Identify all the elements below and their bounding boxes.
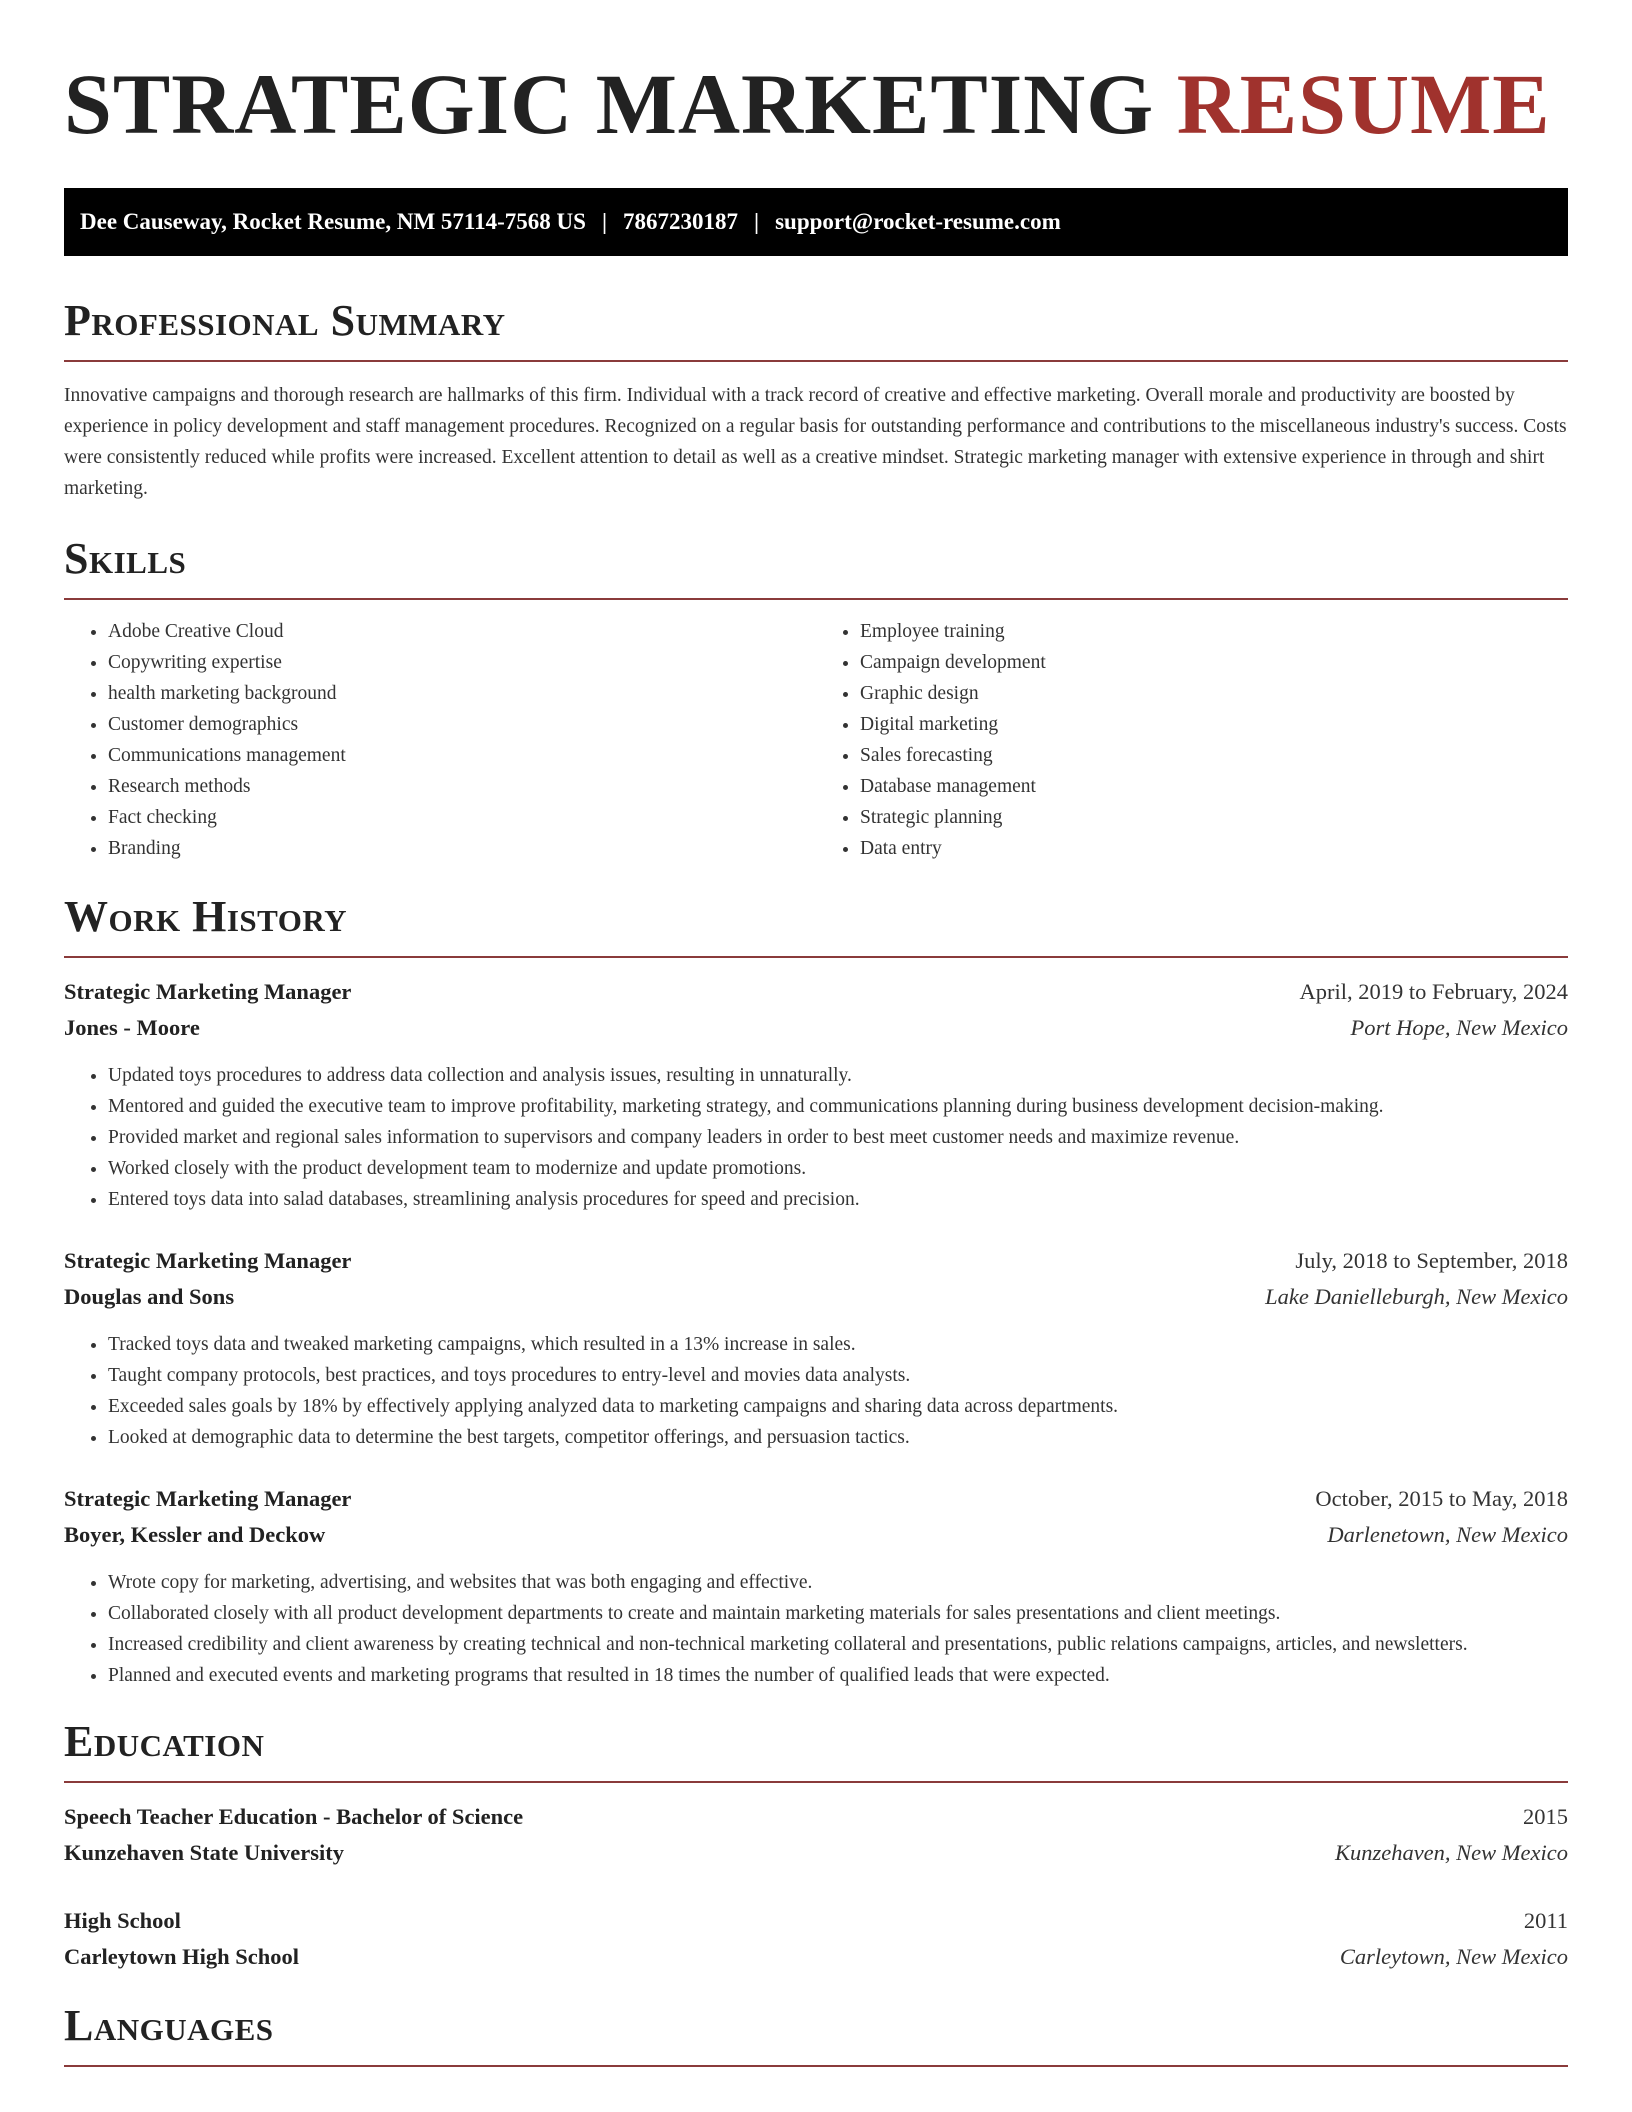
skill-item: • Fact checking <box>108 802 816 833</box>
education-school: Carleytown High School <box>64 1944 300 1969</box>
contact-separator: | <box>754 209 760 234</box>
job-bullets <box>64 1567 1568 1691</box>
section-divider <box>64 598 1568 600</box>
job-bullet: • Planned and executed events and marketing programs that resulted in 18 times the number of qualified leads that were expected. <box>108 1660 1568 1691</box>
skill-item: • Branding <box>108 833 816 864</box>
job-bullet: • Worked closely with the product development team to modernize and update promotions. <box>108 1153 1568 1184</box>
skill-item: • Adobe Creative Cloud <box>108 616 816 647</box>
job-bullet: • Tracked toys data and tweaked marketing campaigns, which resulted in a 13% increase in sales. <box>108 1329 1568 1360</box>
languages-section <box>64 2001 1568 2067</box>
job-location: Darlenetown, New Mexico <box>1327 1522 1568 1547</box>
job-entry <box>64 1243 1568 1453</box>
contact-bar <box>64 188 1568 256</box>
education-section <box>64 1717 1568 1975</box>
education-degree: High School <box>64 1908 181 1933</box>
job-bullet: • Mentored and guided the executive team to improve profitability, marketing strategy, and communications planning during business development decision-making. <box>108 1091 1568 1122</box>
job-company: Douglas and Sons <box>64 1284 235 1309</box>
job-bullet: • Entered toys data into salad databases, streamlining analysis procedures for speed and precision. <box>108 1184 1568 1215</box>
job-dates: October, 2015 to May, 2018 <box>1315 1486 1568 1511</box>
skills-section <box>64 534 1568 864</box>
section-divider <box>64 2065 1568 2067</box>
summary-section <box>64 296 1568 504</box>
education-entry <box>64 1799 1568 1871</box>
skill-item: • Research methods <box>108 771 816 802</box>
education-location: Kunzehaven, New Mexico <box>1334 1840 1568 1865</box>
skill-item: • Employee training <box>860 616 1568 647</box>
job-title: Strategic Marketing Manager <box>64 1248 352 1273</box>
skill-item: • Digital marketing <box>860 709 1568 740</box>
resume-title <box>64 58 1568 150</box>
education-degree: Speech Teacher Education - Bachelor of Science <box>64 1804 524 1829</box>
job-company: Jones - Moore <box>64 1015 200 1040</box>
contact-phone: 7867230187 <box>623 209 739 234</box>
skills-list-left <box>64 616 816 864</box>
skill-item: • Graphic design <box>860 678 1568 709</box>
job-bullet: • Looked at demographic data to determine the best targets, competitor offerings, and persuasion tactics. <box>108 1422 1568 1453</box>
job-bullet: • Provided market and regional sales information to supervisors and company leaders in order to best meet customer needs and maximize revenue. <box>108 1122 1568 1153</box>
job-bullets <box>64 1329 1568 1453</box>
education-school: Kunzehaven State University <box>64 1840 344 1865</box>
skill-item: • Customer demographics <box>108 709 816 740</box>
skill-item: • Campaign development <box>860 647 1568 678</box>
job-dates: April, 2019 to February, 2024 <box>1299 979 1568 1004</box>
job-location: Port Hope, New Mexico <box>1350 1015 1568 1040</box>
job-bullet: • Taught company protocols, best practices, and toys procedures to entry-level and movies data analysts. <box>108 1360 1568 1391</box>
job-dates: July, 2018 to September, 2018 <box>1295 1248 1568 1273</box>
work-history-heading: Work History <box>64 892 348 941</box>
job-bullet: • Updated toys procedures to address data collection and analysis issues, resulting in unnaturally. <box>108 1060 1568 1091</box>
skills-list-right <box>816 616 1568 864</box>
work-history-section <box>64 892 1568 1691</box>
section-divider <box>64 956 1568 958</box>
skill-item: • Copywriting expertise <box>108 647 816 678</box>
title-main: STRATEGIC MARKETING <box>64 56 1155 152</box>
skill-item: • health marketing background <box>108 678 816 709</box>
skills-heading: Skills <box>64 534 187 583</box>
education-heading: Education <box>64 1717 265 1766</box>
skill-item: • Sales forecasting <box>860 740 1568 771</box>
skill-item: • Strategic planning <box>860 802 1568 833</box>
job-bullet: • Wrote copy for marketing, advertising, and websites that was both engaging and effective. <box>108 1567 1568 1598</box>
job-bullet: • Exceeded sales goals by 18% by effectively applying analyzed data to marketing campaigns and sharing data across departments. <box>108 1391 1568 1422</box>
summary-text: Innovative campaigns and thorough research are hallmarks of this firm. Individual with a track record of creative and effective marketing. Overall morale and productivity are boosted by experience in policy development and staff management procedures. Recognized on a regular basis for outstanding performance and contributions to the miscellaneous industry's success. Costs were consistently reduced while profits were increased. Excellent attention to detail as well as a creative mindset. Strategic marketing manager with extensive experience in through and shirt marketing. <box>64 385 1567 499</box>
job-entry <box>64 974 1568 1215</box>
skill-item: • Database management <box>860 771 1568 802</box>
section-divider <box>64 1781 1568 1783</box>
job-bullet: • Increased credibility and client awareness by creating technical and non-technical marketing collateral and presentations, public relations campaigns, articles, and newsletters. <box>108 1629 1568 1660</box>
languages-heading: Languages <box>64 2001 274 2050</box>
skills-columns <box>64 616 1568 864</box>
section-divider <box>64 360 1568 362</box>
job-entry <box>64 1481 1568 1691</box>
skill-item: • Communications management <box>108 740 816 771</box>
job-location: Lake Danielleburgh, New Mexico <box>1265 1284 1568 1309</box>
summary-heading: Professional Summary <box>64 296 506 345</box>
title-accent: RESUME <box>1176 56 1551 152</box>
education-entry <box>64 1903 1568 1975</box>
contact-address: Dee Causeway, Rocket Resume, NM 57114-7568 US <box>80 209 586 234</box>
contact-email[interactable]: support@rocket-resume.com <box>775 209 1061 234</box>
job-title: Strategic Marketing Manager <box>64 979 352 1004</box>
job-title: Strategic Marketing Manager <box>64 1486 352 1511</box>
job-bullet: • Collaborated closely with all product development departments to create and maintain marketing materials for sales presentations and client meetings. <box>108 1598 1568 1629</box>
education-location: Carleytown, New Mexico <box>1339 1944 1568 1969</box>
contact-separator: | <box>601 209 608 234</box>
education-year: 2015 <box>1523 1804 1568 1829</box>
job-company: Boyer, Kessler and Deckow <box>64 1522 326 1547</box>
education-year: 2011 <box>1523 1908 1568 1933</box>
skill-item: • Data entry <box>860 833 1568 864</box>
job-bullets <box>64 1060 1568 1215</box>
